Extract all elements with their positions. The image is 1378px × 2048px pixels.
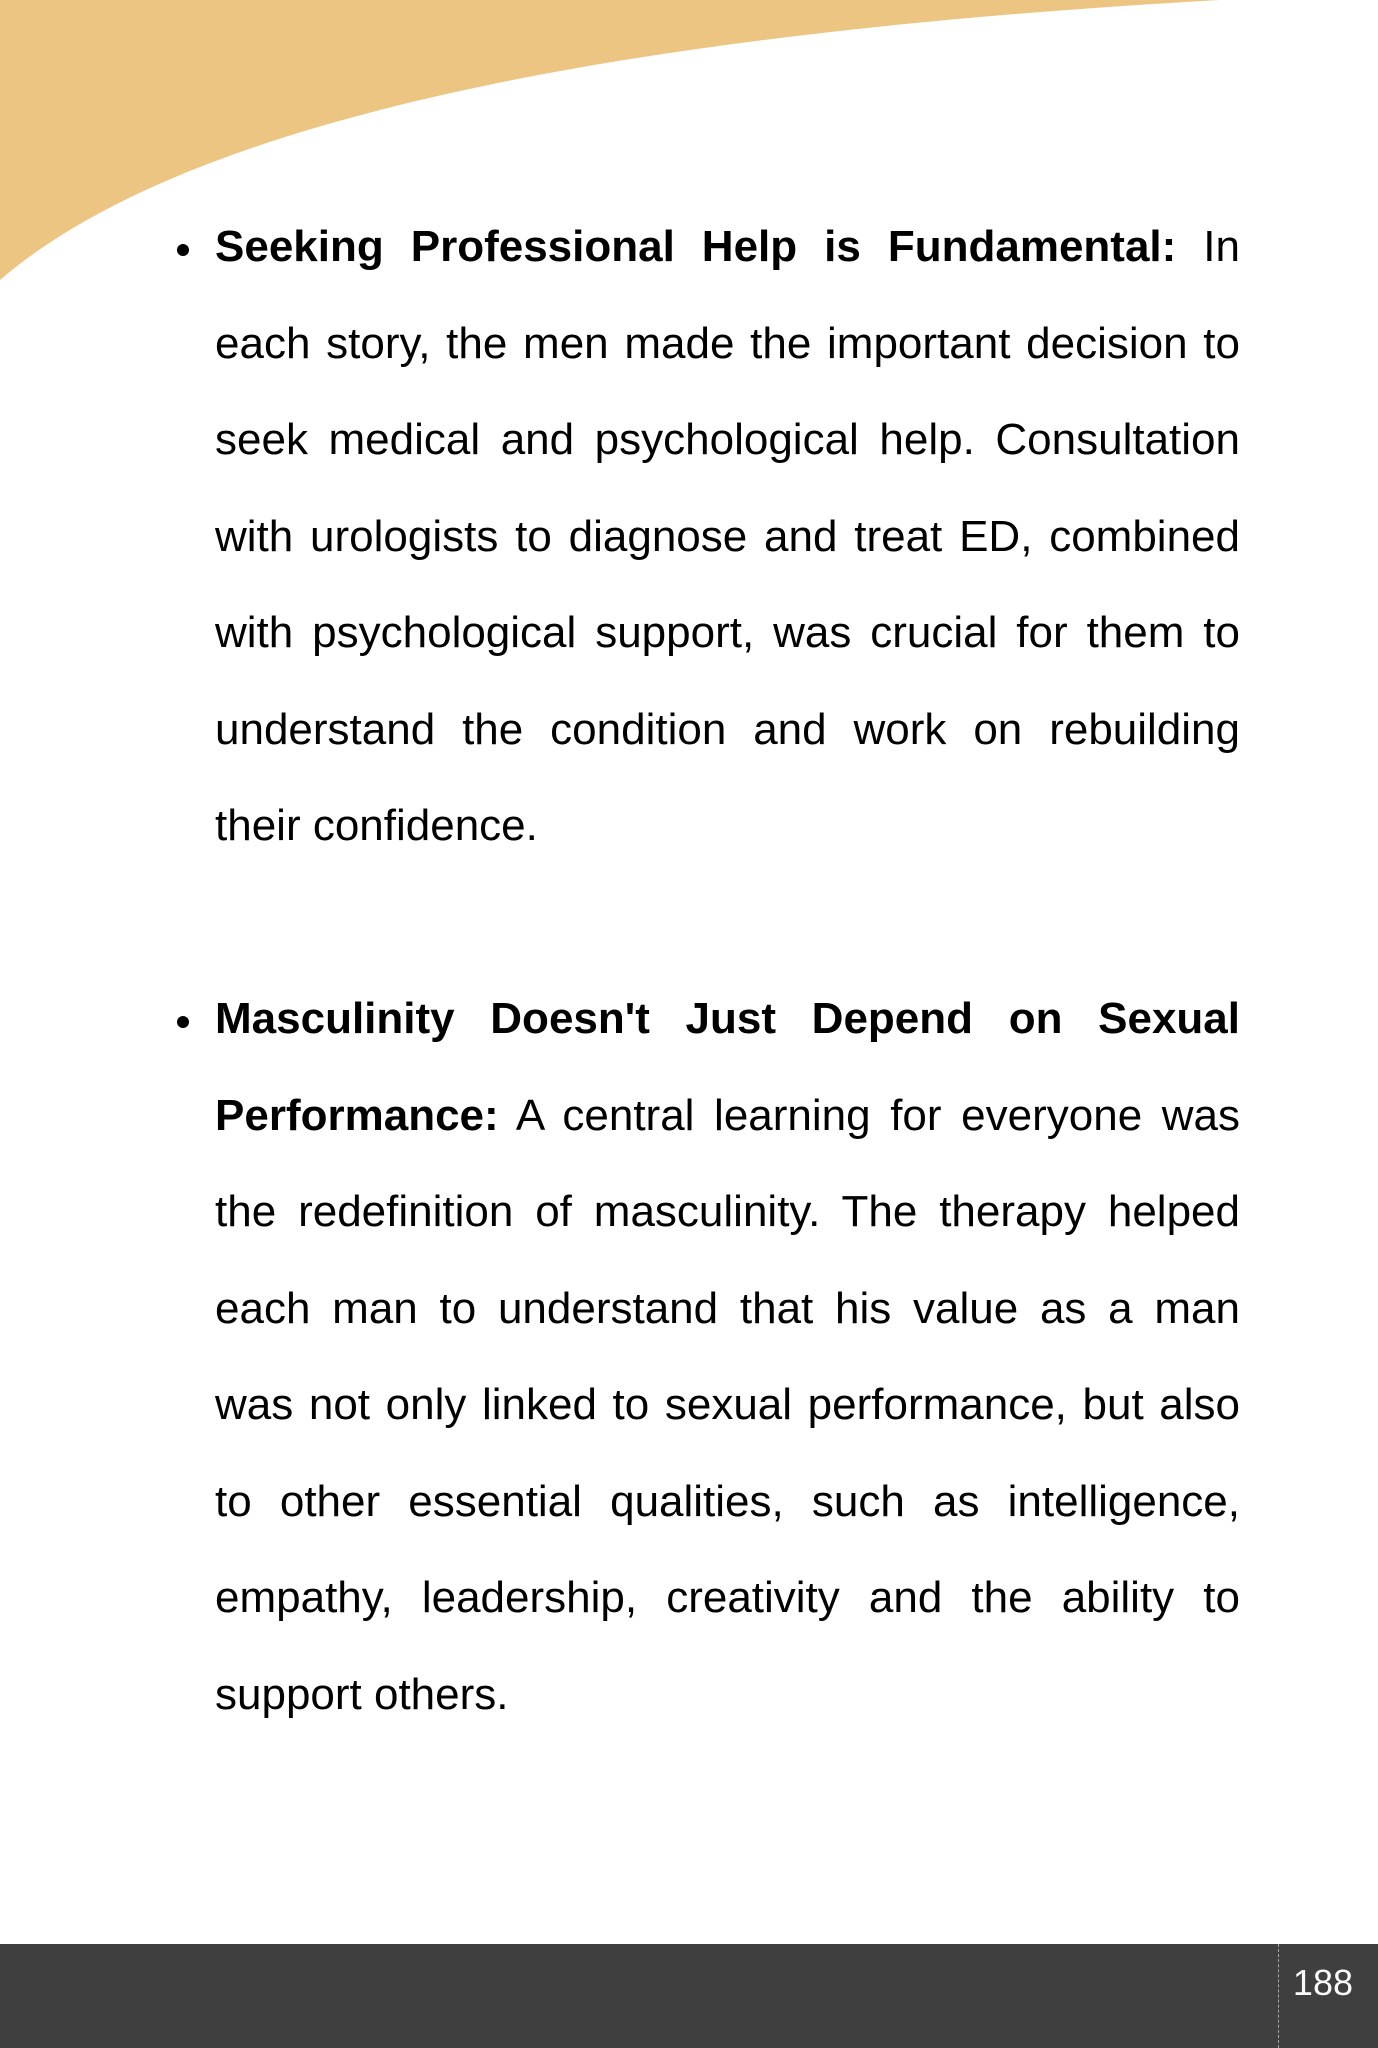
text-line: with psychological support, was crucial for them to bbox=[215, 608, 1240, 657]
text-line: each story, the men made the important decision to bbox=[215, 318, 1240, 368]
page-number: 188 bbox=[1292, 1962, 1353, 2003]
text-line: each man to understand that his value as a man bbox=[215, 1283, 1240, 1333]
text-line: with urologists to diagnose and treat ED, combined bbox=[215, 511, 1240, 561]
bold-heading: Masculinity Doesn't Just Depend on Sexual bbox=[215, 994, 1240, 1043]
text-line: empathy, leadership, creativity and the ability to bbox=[215, 1573, 1240, 1622]
bullet-icon bbox=[177, 1016, 189, 1028]
bullet-icon bbox=[177, 244, 189, 256]
text-line bbox=[215, 971, 1240, 1068]
text-line: their confidence. bbox=[215, 801, 538, 850]
text-line: was not only linked to sexual performance, but also bbox=[215, 1380, 1240, 1429]
list-item bbox=[215, 199, 1240, 875]
text-line: seek medical and psychological help. Consultation bbox=[215, 415, 1240, 464]
text-line: Performance: A central learning for everyone was bbox=[215, 1090, 1241, 1140]
bold-heading: Performance: bbox=[215, 1090, 499, 1140]
bold-heading: Seeking Professional Help is Fundamental: bbox=[215, 222, 1177, 271]
text-line: understand the condition and work on rebuilding bbox=[215, 704, 1240, 754]
footer-divider-line bbox=[1278, 1944, 1279, 2048]
list-item bbox=[215, 971, 1240, 1743]
bullet-list bbox=[215, 199, 1240, 1743]
text-line: to other essential qualities, such as intelligence, bbox=[215, 1476, 1240, 1526]
text-line: the redefinition of masculinity. The therapy helped bbox=[215, 1187, 1240, 1236]
text-line: support others. bbox=[215, 1669, 509, 1719]
text-line: Seeking Professional Help is Fundamental: In bbox=[215, 222, 1240, 271]
footer-bar bbox=[0, 1944, 1378, 2048]
